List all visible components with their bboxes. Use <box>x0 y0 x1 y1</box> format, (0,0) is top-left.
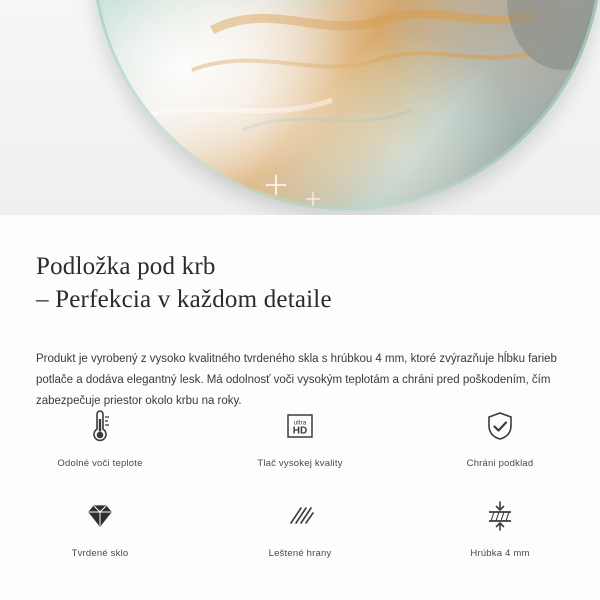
headline-line-2: – Perfekcia v každom detaile <box>36 285 332 313</box>
feature-item-protects-surface <box>400 395 600 469</box>
svg-text:ultra: ultra <box>293 419 307 427</box>
feature-label: Hrúbka 4 mm <box>470 548 530 559</box>
feature-grid <box>0 395 600 559</box>
hero-image <box>0 0 600 215</box>
feature-label: Leštené hrany <box>268 548 332 559</box>
feature-label: Tvrdené sklo <box>71 548 129 559</box>
feature-label: Tlač vysokej kvality <box>257 458 343 469</box>
ultra-hd-icon <box>200 403 400 449</box>
diamond-icon <box>0 493 200 539</box>
page-title <box>0 232 600 316</box>
headline-line-1: Podložka pod krb <box>36 252 216 280</box>
polished-edges-icon <box>200 493 400 539</box>
svg-text:HD: HD <box>292 425 308 437</box>
thermometer-icon <box>0 403 200 449</box>
shield-check-icon <box>400 403 600 449</box>
feature-item-thickness <box>400 485 600 559</box>
feature-label: Odolné voči teplote <box>57 458 143 469</box>
feature-item-polished-edges <box>200 485 400 559</box>
feature-label: Chráni podklad <box>466 458 534 469</box>
feature-item-temperature <box>0 395 200 469</box>
feature-item-tempered-glass <box>0 485 200 559</box>
feature-item-print-quality <box>200 395 400 469</box>
description-paragraph: Produkt je vyrobený z vysoko kvalitného tvrdeného skla s hrúbkou 4 mm, ktoré zvýrazňuje hĺbku farieb potlače a dodáva elegantný lesk. Má odolnosť voči vysokým teplotám a chráni pred poškodením, čím zabezpečuje priestor okolo krbu na roky. <box>36 352 557 407</box>
thickness-arrows-icon <box>400 493 600 539</box>
text-content <box>0 215 600 423</box>
